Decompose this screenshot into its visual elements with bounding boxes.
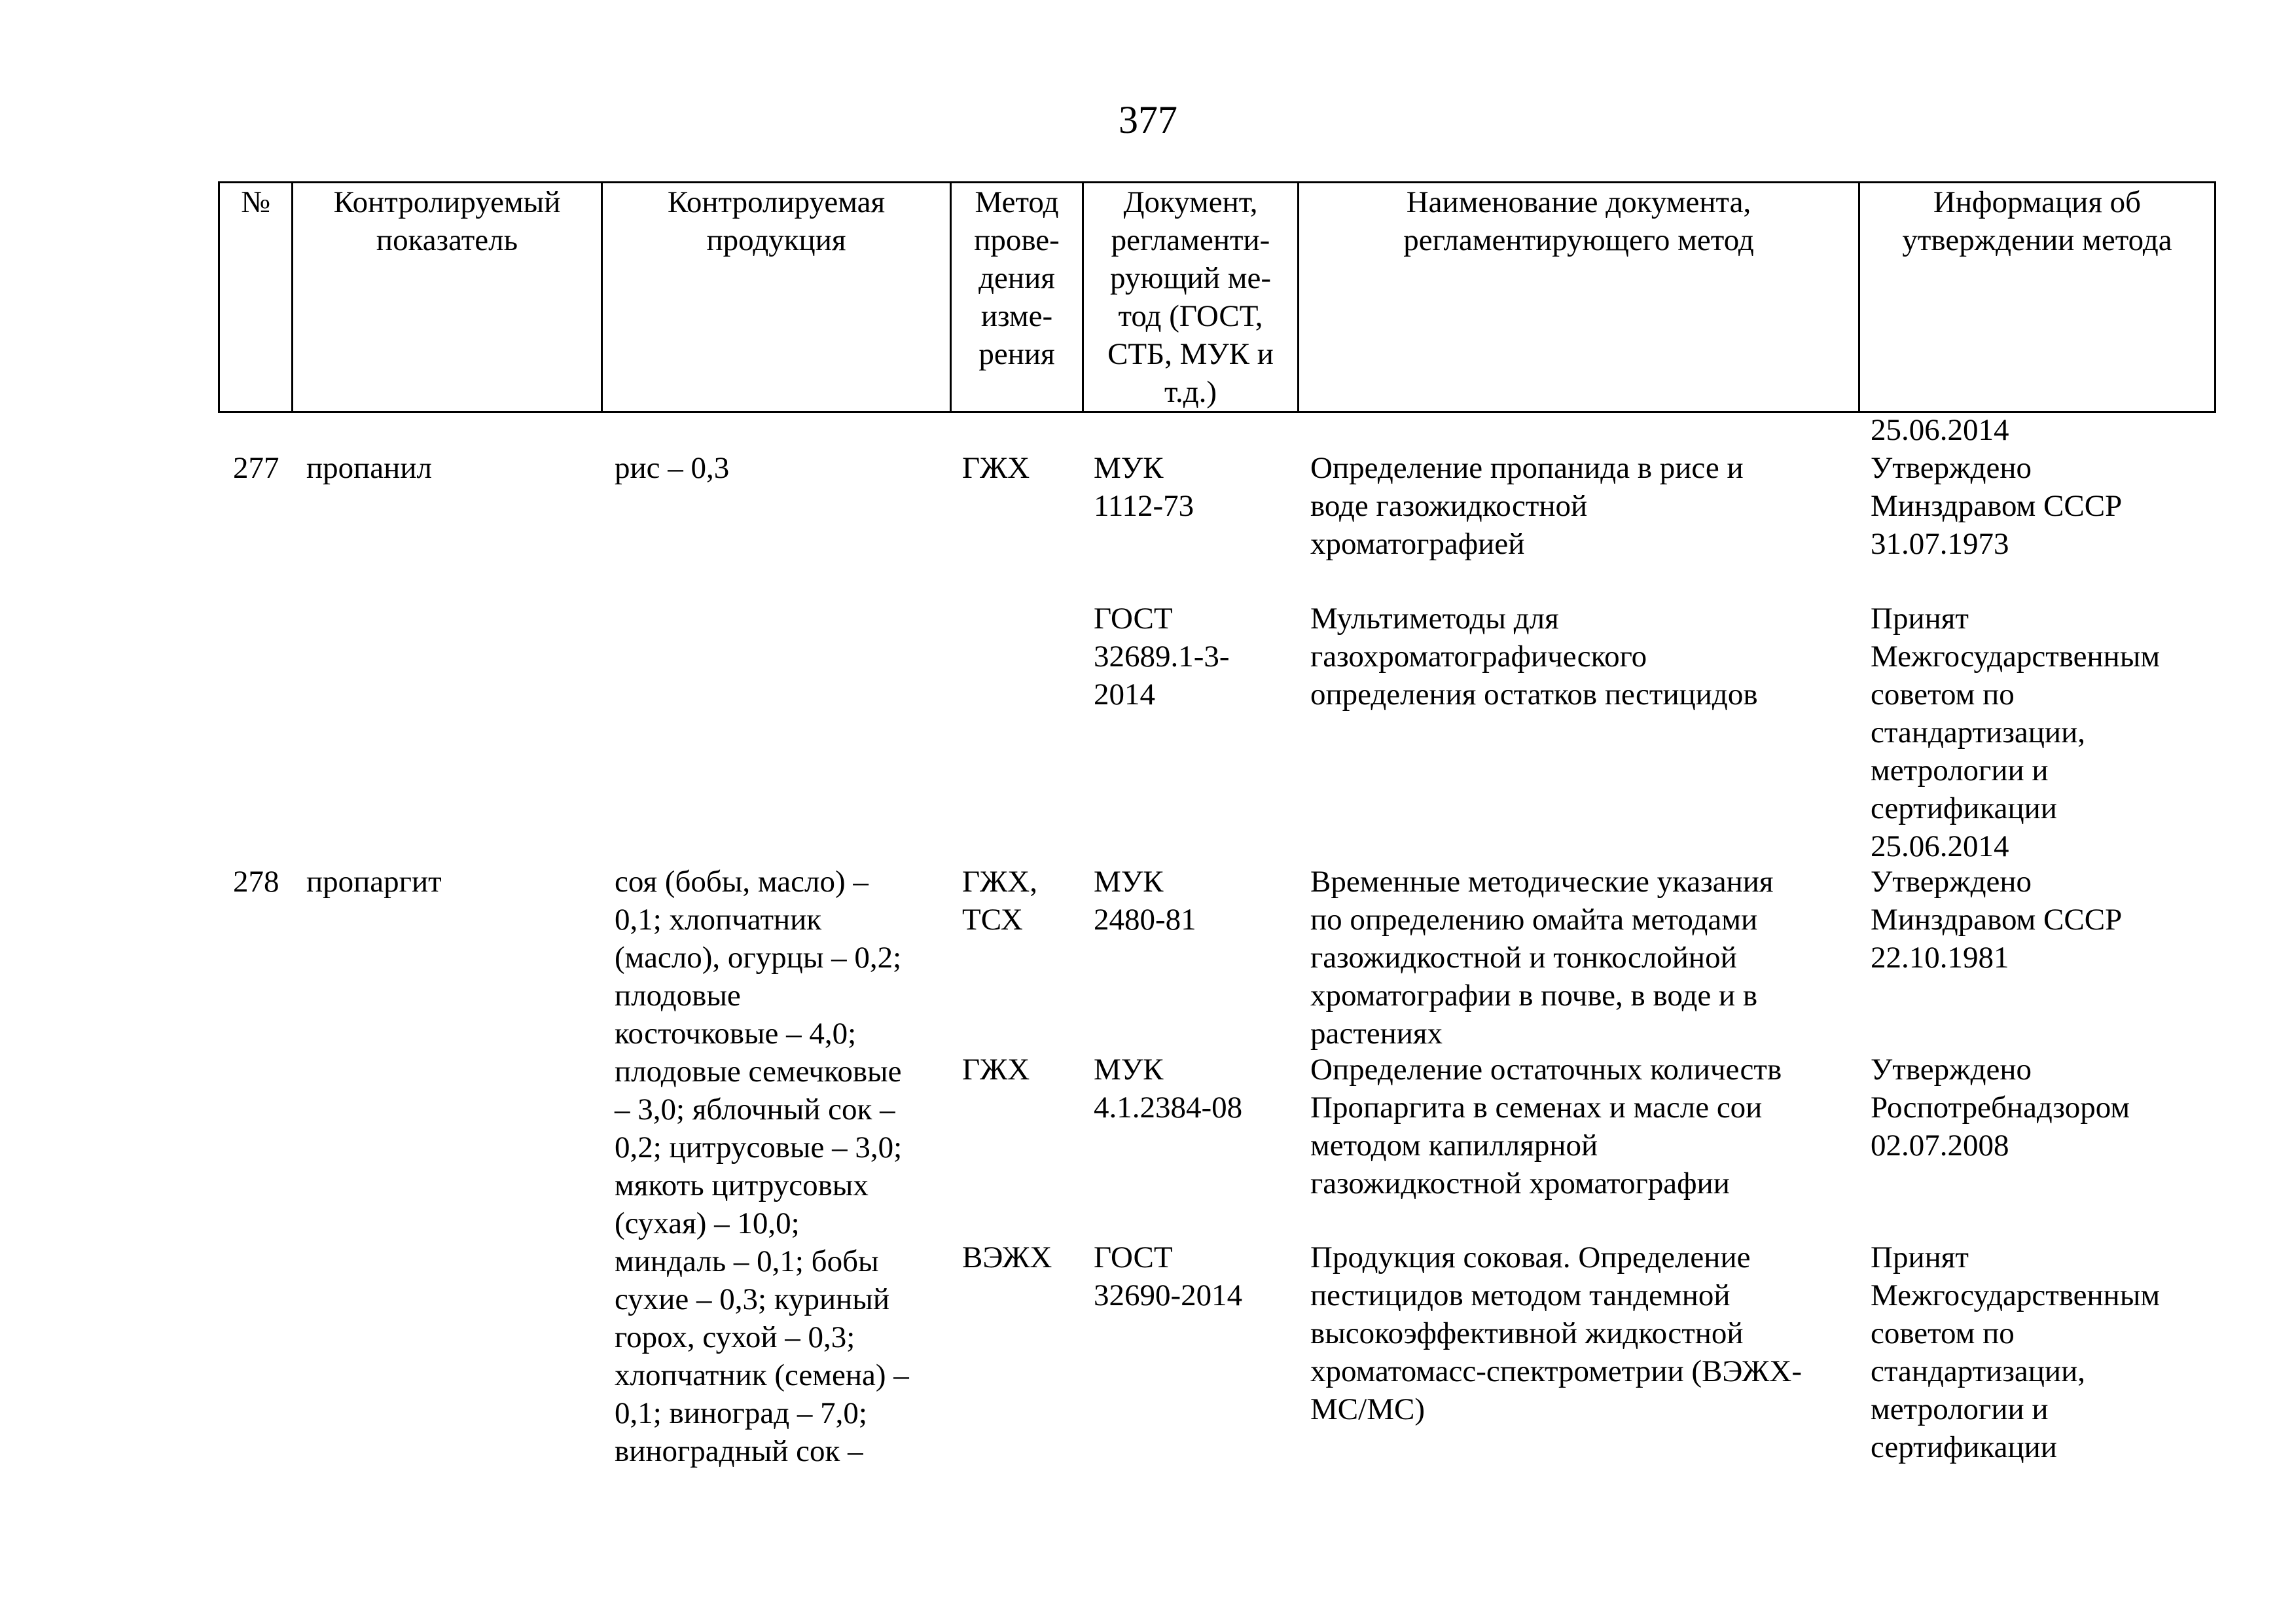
method-cell: [962, 863, 1037, 939]
text-line: по определению омайта методами: [1310, 903, 1758, 937]
approval-cell: [1871, 863, 2122, 977]
text-line: 0,1; виноград – 7,0;: [615, 1396, 867, 1430]
text-line: (сухая) – 10,0;: [615, 1206, 800, 1240]
text-line: виноградный сок –: [615, 1434, 863, 1468]
method-cell: [962, 1238, 1052, 1276]
text-line: газохроматографического: [1310, 640, 1647, 674]
text-line: 31.07.1973: [1871, 527, 2009, 561]
header-indicator: [293, 183, 602, 412]
text-line: ГОСТ: [1094, 1240, 1173, 1274]
header-method: [951, 183, 1083, 412]
header-product: [602, 183, 951, 412]
text-line: 4.1.2384-08: [1094, 1091, 1243, 1125]
method-cell: [962, 449, 1030, 487]
text-line: Минздравом СССР: [1871, 903, 2123, 937]
document-cell: [1094, 449, 1194, 525]
text-line: МУК: [1094, 865, 1164, 899]
text-line: 25.06.2014: [1871, 829, 2009, 863]
text-line: Пропаргита в семенах и масле сои: [1310, 1091, 1763, 1125]
text-line: 2480-81: [1094, 903, 1196, 937]
header-row: [219, 183, 2215, 412]
text-line: хроматографией: [1310, 527, 1525, 561]
text-line: Мультиметоды для: [1310, 602, 1559, 636]
text-line: №: [241, 185, 270, 219]
text-line: 0,2; цитрусовые – 3,0;: [615, 1130, 903, 1164]
text-line: Определение остаточных количеств: [1310, 1053, 1782, 1087]
text-line: (масло), огурцы – 0,2;: [615, 941, 902, 975]
text-line: Принят: [1871, 602, 1969, 636]
text-line: Межгосударственным: [1871, 1278, 2161, 1312]
text-line: стандартизации,: [1871, 715, 2085, 749]
text-line: МУК: [1094, 451, 1164, 485]
text-line: МС/МС): [1310, 1392, 1425, 1426]
approval-cell: [1871, 1238, 2160, 1466]
text-line: 32689.1-3-: [1094, 640, 1230, 674]
text-line: регламенти-: [1111, 223, 1270, 257]
text-line: Роспотребнадзором: [1871, 1091, 2130, 1125]
text-line: утверждении метода: [1902, 223, 2172, 257]
text-line: растениях: [1310, 1017, 1443, 1051]
text-line: Метод: [975, 185, 1059, 219]
text-line: ТСХ: [962, 903, 1023, 937]
text-line: соя (бобы, масло) –: [615, 865, 869, 899]
text-line: 2014: [1094, 677, 1155, 712]
text-line: 02.07.2008: [1871, 1128, 2009, 1163]
text-line: плодовые семечковые: [615, 1055, 902, 1089]
document-name-cell: [1310, 863, 1774, 1053]
text-line: Продукция соковая. Определение: [1310, 1240, 1751, 1274]
text-line: Минздравом СССР: [1871, 489, 2123, 523]
text-line: Информация об: [1933, 185, 2142, 219]
text-line: 32690-2014: [1094, 1278, 1243, 1312]
text-line: – 3,0; яблочный сок –: [615, 1092, 895, 1127]
approval-cell: [1871, 600, 2160, 865]
text-line: Временные методические указания: [1310, 865, 1774, 899]
text-line: тод (ГОСТ,: [1118, 299, 1263, 333]
text-line: плодовые: [615, 979, 741, 1013]
text-line: ГОСТ: [1094, 602, 1173, 636]
text-line: МУК: [1094, 1053, 1164, 1087]
document-name-cell: [1310, 449, 1744, 563]
text-line: регламентирующего метод: [1403, 223, 1754, 257]
text-line: Утверждено: [1871, 1053, 2032, 1087]
header-approval-info: [1859, 183, 2215, 412]
text-line: методом капиллярной: [1310, 1128, 1598, 1163]
document-cell: [1094, 1051, 1242, 1127]
text-line: Утверждено: [1871, 451, 2032, 485]
product-limits: [615, 863, 909, 1470]
text-line: Определение пропанида в рисе и: [1310, 451, 1744, 485]
document-name-cell: [1310, 1238, 1802, 1428]
text-line: Наименование документа,: [1406, 185, 1751, 219]
text-line: Принят: [1871, 1240, 1969, 1274]
table-header: [218, 181, 2216, 413]
text-line: высокоэффективной жидкостной: [1310, 1316, 1744, 1350]
text-line: Контролируемый: [333, 185, 561, 219]
text-line: газожидкостной хроматографии: [1310, 1166, 1730, 1200]
text-line: продукция: [706, 223, 846, 257]
text-line: прове-: [974, 223, 1060, 257]
header-document-name: [1299, 183, 1859, 412]
method-cell: [962, 1051, 1030, 1089]
document-cell: [1094, 600, 1230, 713]
text-line: сухие – 0,3; куриный: [615, 1282, 890, 1316]
page-number: 377: [1119, 98, 1177, 141]
text-line: ГЖХ: [962, 1053, 1030, 1087]
row-number: 277: [233, 451, 279, 485]
text-line: ГЖХ: [962, 451, 1030, 485]
text-line: рения: [978, 337, 1055, 371]
text-line: СТБ, МУК и: [1107, 337, 1274, 371]
text-line: стандартизации,: [1871, 1354, 2085, 1388]
text-line: рующий ме-: [1110, 261, 1271, 295]
row-number: 278: [233, 865, 279, 899]
text-line: 0,1; хлопчатник: [615, 903, 822, 937]
text-line: изме-: [980, 299, 1053, 333]
text-line: Контролируемая: [667, 185, 886, 219]
text-line: показатель: [376, 223, 518, 257]
text-line: воде газожидкостной: [1310, 489, 1588, 523]
text-line: т.д.): [1164, 375, 1217, 409]
text-line: дения: [978, 261, 1055, 295]
text-line: хлопчатник (семена) –: [615, 1358, 909, 1392]
text-line: газожидкостной и тонкослойной: [1310, 941, 1737, 975]
text-line: советом по: [1871, 677, 2015, 712]
text-line: ГЖХ,: [962, 865, 1037, 899]
text-line: сертификации: [1871, 1430, 2057, 1464]
text-line: хроматомасс-спектрометрии (ВЭЖХ-: [1310, 1354, 1802, 1388]
approval-date-carryover: 25.06.2014: [1871, 413, 2009, 447]
text-line: горох, сухой – 0,3;: [615, 1320, 855, 1354]
text-line: метрологии и: [1871, 753, 2049, 787]
text-line: пестицидов методом тандемной: [1310, 1278, 1731, 1312]
text-line: хроматографии в почве, в воде и в: [1310, 979, 1758, 1013]
indicator-name: пропанил: [306, 451, 432, 485]
text-line: Утверждено: [1871, 865, 2032, 899]
text-line: 22.10.1981: [1871, 941, 2009, 975]
approval-cell: [1871, 1051, 2130, 1164]
text-line: миндаль – 0,1; бобы: [615, 1244, 879, 1278]
document-name-cell: [1310, 600, 1758, 713]
document-name-cell: [1310, 1051, 1782, 1202]
text-line: Документ,: [1123, 185, 1258, 219]
text-line: Межгосударственным: [1871, 640, 2161, 674]
text-line: метрологии и: [1871, 1392, 2049, 1426]
text-line: рис – 0,3: [615, 451, 730, 485]
text-line: косточковые – 4,0;: [615, 1017, 857, 1051]
text-line: сертификации: [1871, 791, 2057, 825]
document-cell: [1094, 1238, 1242, 1314]
text-line: определения остатков пестицидов: [1310, 677, 1758, 712]
text-line: 1112-73: [1094, 489, 1194, 523]
text-line: ВЭЖХ: [962, 1240, 1052, 1274]
header-number: [219, 183, 293, 412]
text-line: мякоть цитрусовых: [615, 1168, 869, 1202]
text-line: советом по: [1871, 1316, 2015, 1350]
document-cell: [1094, 863, 1196, 939]
indicator-name: пропаргит: [306, 865, 442, 899]
approval-cell: [1871, 449, 2122, 563]
product-limits: [615, 449, 729, 487]
header-document: [1083, 183, 1299, 412]
